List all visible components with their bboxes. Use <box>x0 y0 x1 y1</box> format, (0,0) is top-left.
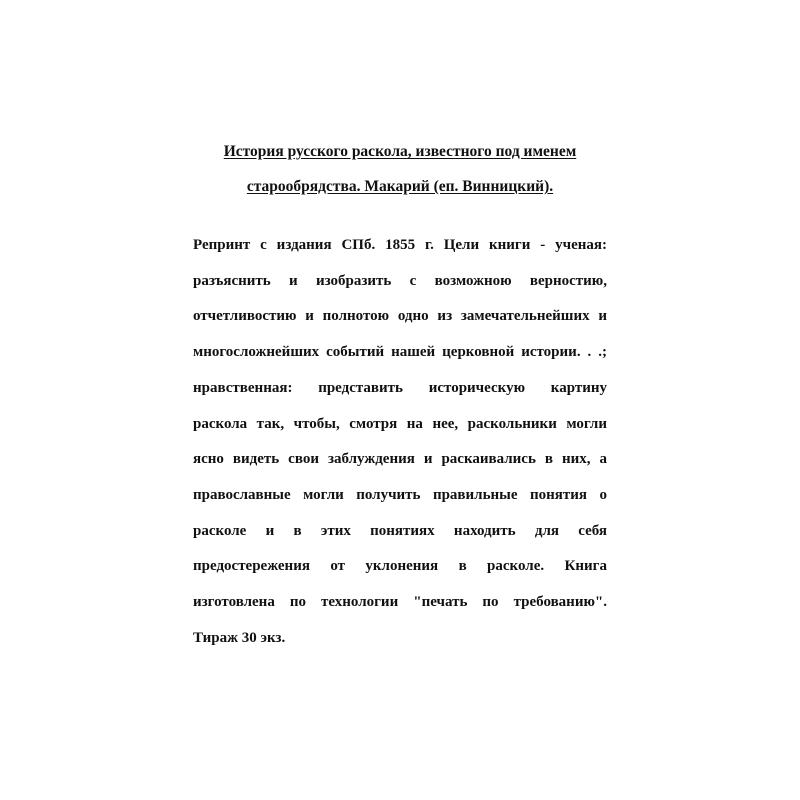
title-line-1: История русского раскола, известного под именем <box>223 143 577 160</box>
description-line: православные могли получить правильные понятия о <box>193 486 607 503</box>
description-line: отчетливостию и полнотою одно из замечательнейших и <box>193 308 607 325</box>
description-line: раскола так, чтобы, смотря на нее, раскольники могли <box>193 415 607 432</box>
description-line: Репринт с издания СПб. 1855 г. Цели книги - ученая: <box>193 237 607 253</box>
title-line-2: старообрядства. Макарий (еп. Винницкий). <box>246 178 554 195</box>
description-line: разъяснить и изобразить с возможною верностию, <box>193 272 607 289</box>
description-line: предостережения от уклонения в расколе. Книга <box>193 558 607 575</box>
description-line: нравственная: представить историческую картину <box>193 379 607 396</box>
description-line: ясно видеть свои заблуждения и раскаивались в них, а <box>193 451 607 468</box>
description-text <box>193 228 607 656</box>
description-line: расколе и в этих понятиях находить для себя <box>193 522 607 539</box>
description-line: изготовлена по технологии "печать по требованию". <box>193 594 607 611</box>
description-line: многосложнейших событий нашей церковной истории. . .; <box>193 344 607 361</box>
description-line: Тираж 30 экз. <box>193 629 286 646</box>
